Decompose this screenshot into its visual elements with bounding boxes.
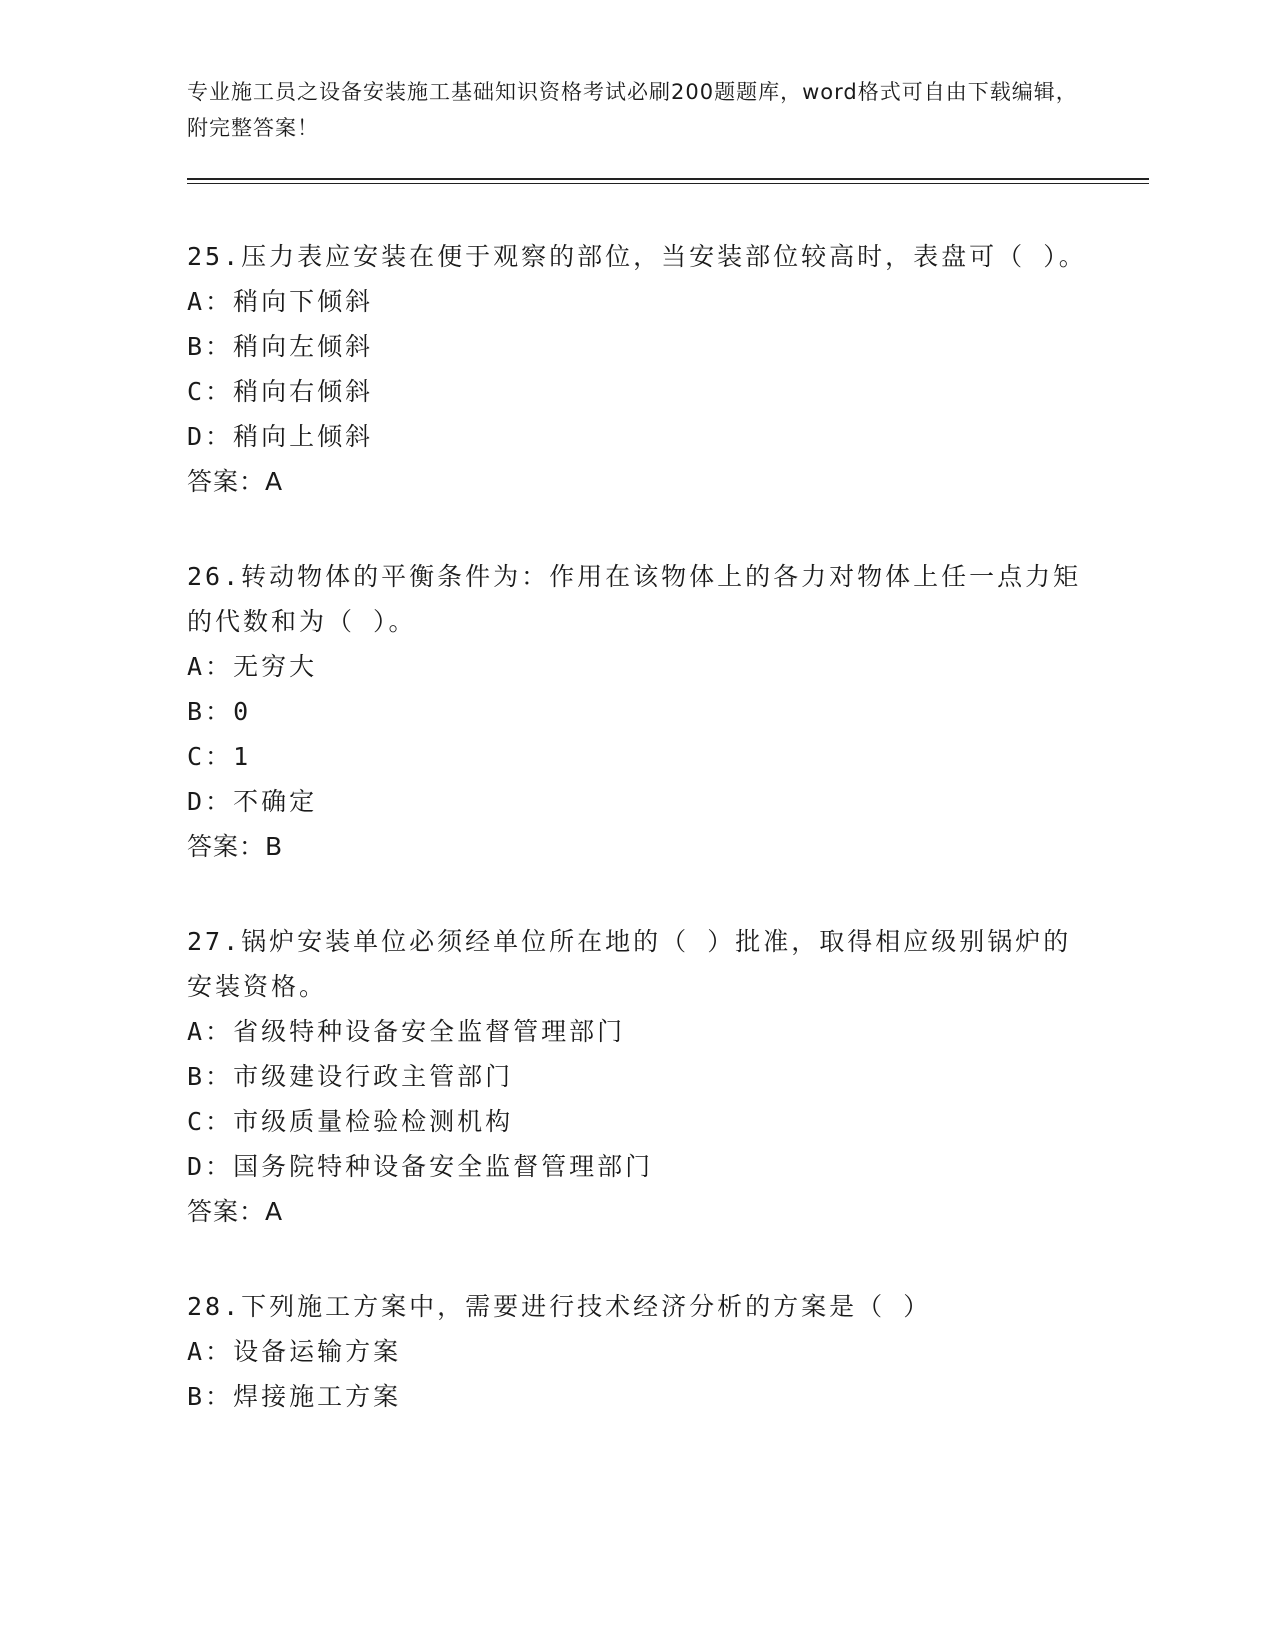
option-text: 设备运输方案 — [233, 1337, 402, 1366]
option-letter: A： — [187, 287, 234, 316]
option-letter: A： — [187, 1017, 234, 1046]
option-a — [187, 644, 1087, 689]
option-a — [187, 279, 1087, 324]
option-letter: D： — [187, 787, 234, 816]
option-text: 稍向左倾斜 — [233, 332, 374, 361]
question-28 — [187, 1284, 1087, 1419]
document-title: 专业施工员之设备安装施工基础知识资格考试必刷200题题库，word格式可自由下载编辑，附完整答案！ — [187, 80, 1078, 140]
question-25 — [187, 234, 1087, 504]
question-26 — [187, 554, 1087, 869]
option-text: 市级质量检验检测机构 — [233, 1107, 514, 1136]
option-letter: A： — [187, 652, 234, 681]
option-b — [187, 1374, 1087, 1419]
option-text: 0 — [233, 697, 252, 726]
question-stem: 26.转动物体的平衡条件为：作用在该物体上的各力对物体上任一点力矩的代数和为（ ）。 — [187, 562, 1082, 636]
option-a — [187, 1009, 1087, 1054]
document-header — [187, 74, 1087, 146]
header-divider-thick — [187, 178, 1149, 180]
option-text: 焊接施工方案 — [233, 1382, 402, 1411]
option-letter: B： — [187, 1382, 234, 1411]
option-letter: B： — [187, 332, 234, 361]
option-text: 市级建设行政主管部门 — [233, 1062, 514, 1091]
question-stem: 28.下列施工方案中，需要进行技术经济分析的方案是（ ） — [187, 1292, 932, 1321]
option-letter: A： — [187, 1337, 234, 1366]
option-letter: B： — [187, 1062, 234, 1091]
option-b — [187, 324, 1087, 369]
question-stem: 25.压力表应安装在便于观察的部位，当安装部位较高时，表盘可（ ）。 — [187, 242, 1087, 271]
option-text: 稍向上倾斜 — [233, 422, 374, 451]
option-d — [187, 414, 1087, 459]
answer-line: 答案：A — [187, 467, 284, 496]
option-letter: D： — [187, 422, 234, 451]
question-27 — [187, 919, 1087, 1234]
option-text: 无穷大 — [233, 652, 318, 681]
option-letter: C： — [187, 742, 234, 771]
header-divider-thin — [187, 183, 1149, 184]
option-text: 不确定 — [233, 787, 318, 816]
option-b — [187, 689, 1087, 734]
question-list — [187, 234, 1087, 1469]
option-text: 省级特种设备安全监督管理部门 — [233, 1017, 626, 1046]
option-b — [187, 1054, 1087, 1099]
option-c — [187, 1099, 1087, 1144]
question-stem: 27.锅炉安装单位必须经单位所在地的（ ）批准，取得相应级别锅炉的安装资格。 — [187, 927, 1072, 1001]
option-text: 稍向右倾斜 — [233, 377, 374, 406]
option-letter: B： — [187, 697, 234, 726]
option-d — [187, 779, 1087, 824]
option-letter: D： — [187, 1152, 234, 1181]
option-letter: C： — [187, 1107, 234, 1136]
option-text: 国务院特种设备安全监督管理部门 — [233, 1152, 654, 1181]
answer-line: 答案：B — [187, 832, 284, 861]
answer-line: 答案：A — [187, 1197, 284, 1226]
option-a — [187, 1329, 1087, 1374]
option-letter: C： — [187, 377, 234, 406]
option-text: 稍向下倾斜 — [233, 287, 374, 316]
option-c — [187, 369, 1087, 414]
option-d — [187, 1144, 1087, 1189]
option-text: 1 — [233, 742, 252, 771]
option-c — [187, 734, 1087, 779]
